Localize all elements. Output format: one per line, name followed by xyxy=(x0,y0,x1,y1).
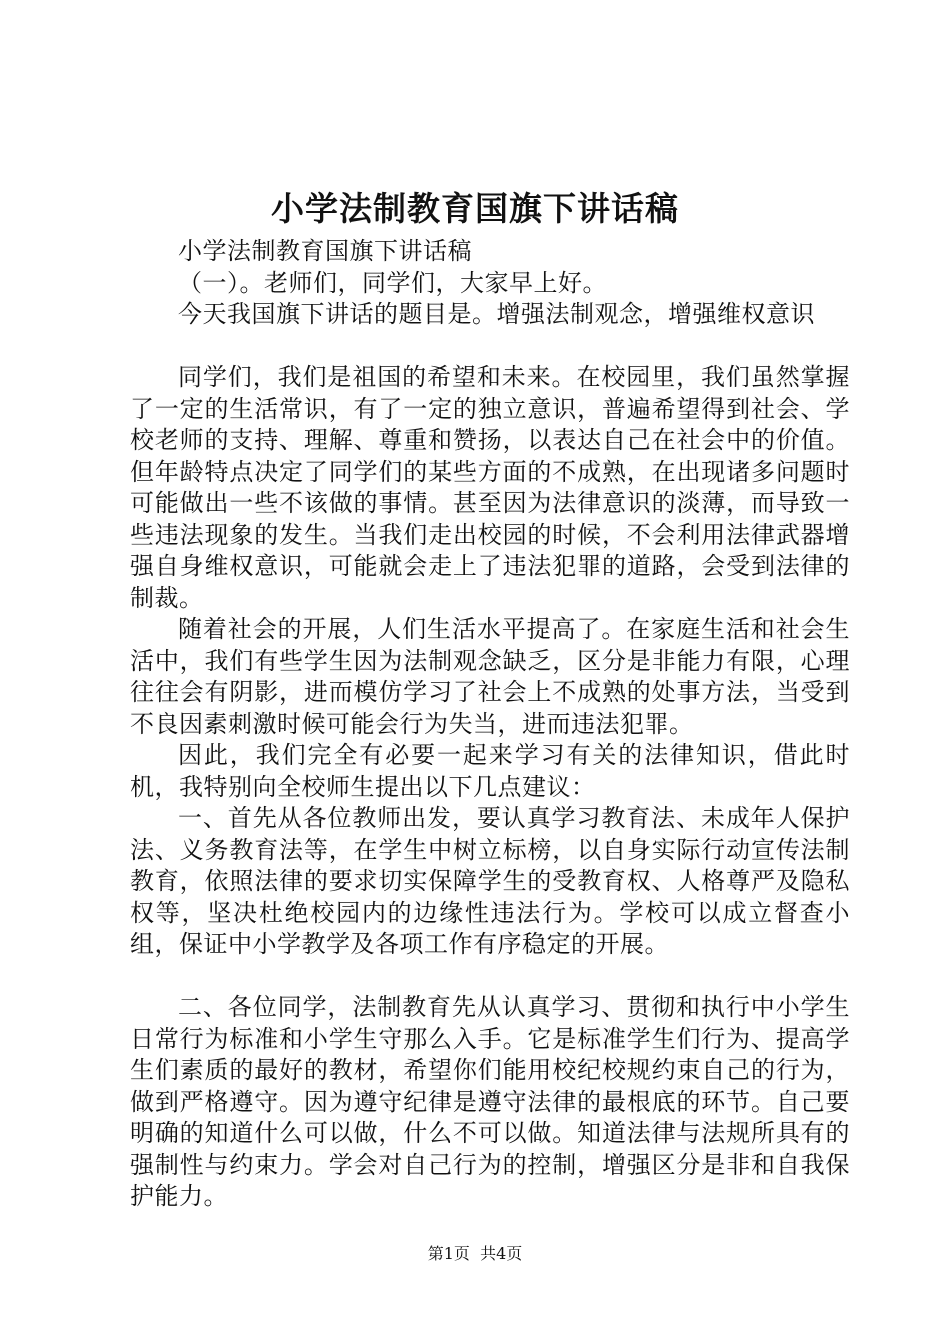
body-paragraph: 同学们，我们是祖国的希望和未来。在校园里，我们虽然掌握了一定的生活常识，有了一定的独立意识，普遍希望得到社会、学校老师的支持、理解、尊重和赞扬，以表达自己在社会中的价值。但年龄特点决定了同学们的某些方面的不成熟，在出现诸多问题时可能做出一些不该做的事情。甚至因为法律意识的淡薄，而导致一些违法现象的发生。当我们走出校园的时候，不会利用法律武器增强自身维权意识，可能就会走上了违法犯罪的道路，会受到法律的制裁。 xyxy=(130,363,850,612)
page-total: 共4页 xyxy=(480,1244,523,1263)
body-paragraph: 随着社会的开展，人们生活水平提高了。在家庭生活和社会生活中，我们有些学生因为法制观念缺乏，区分是非能力有限，心理往往会有阴影，进而模仿学习了社会上不成熟的处事方法，当受到不良因素刺激时候可能会行为失当，进而违法犯罪。 xyxy=(130,615,850,738)
subtitle-paragraph: 小学法制教育国旗下讲话稿 xyxy=(178,237,472,265)
document-title: 小学法制教育国旗下讲话稿 xyxy=(271,189,679,228)
body-paragraph: 因此，我们完全有必要一起来学习有关的法律知识，借此时机，我特别向全校师生提出以下几点建议： xyxy=(130,741,850,801)
footer-spacer xyxy=(470,1244,480,1263)
page-number: 第1页 xyxy=(427,1244,470,1263)
suggestion-paragraph: 二、各位同学，法制教育先从认真学习、贯彻和执行中小学生日常行为标准和小学生守那么入手。它是标准学生们行为、提高学生们素质的最好的教材，希望你们能用校纪校规约束自己的行为，做到严格遵守。因为遵守纪律是遵守法律的最根底的环节。自己要明确的知道什么可以做，什么不可以做。知道法律与法规所具有的强制性与约束力。学会对自己行为的控制，增强区分是非和自我保护能力。 xyxy=(130,993,850,1210)
page-footer xyxy=(0,1242,950,1266)
document-body xyxy=(130,236,850,1213)
topic-paragraph: 今天我国旗下讲话的题目是。增强法制观念，增强维权意识 xyxy=(178,300,815,328)
greeting-paragraph: （一）。老师们，同学们，大家早上好。 xyxy=(178,268,607,297)
suggestion-paragraph: 一、首先从各位教师出发，要认真学习教育法、未成年人保护法、义务教育法等，在学生中树立标榜，以自身实际行动宣传法制教育，依照法律的要求切实保障学生的受教育权、人格尊严及隐私权等，坚决杜绝校园内的边缘性违法行为。学校可以成立督查小组，保证中小学教学及各项工作有序稳定的开展。 xyxy=(130,804,850,958)
